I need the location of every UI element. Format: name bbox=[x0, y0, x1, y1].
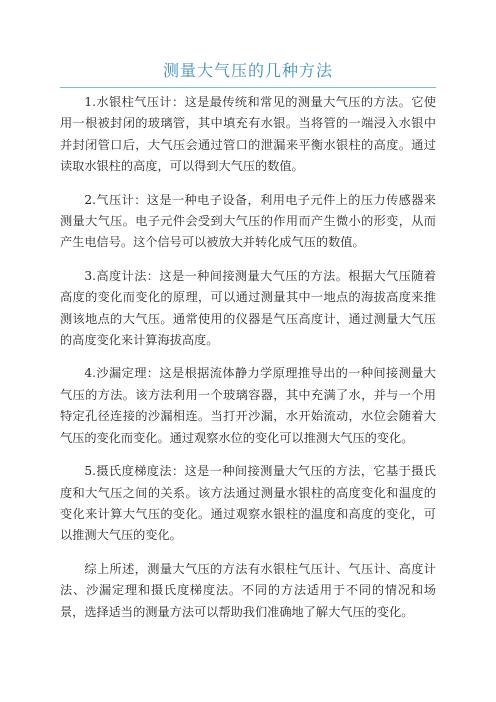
page-title: 测量大气压的几种方法 bbox=[162, 61, 333, 80]
document-body bbox=[60, 92, 436, 635]
paragraph-altimeter-method: 3.高度计法：这是一种间接测量大气压的方法。根据大气压随着高度的变化而变化的原理，可以通过测量其中一地点的海拔高度来推测该地点的大气压。通常使用的仪器是气压高度计，通过测量大气压的高度变化来计算海拔高度。 bbox=[60, 268, 436, 348]
paragraph-electronic-barometer: 2.气压计：这是一种电子设备，利用电子元件上的压力传感器来测量大气压。电子元件会受到大气压的作用而产生微小的形变，从而产生电信号。这个信号可以被放大并转化成气压的数值。 bbox=[60, 192, 436, 250]
title-underline bbox=[60, 87, 436, 88]
paragraph-hourglass-theorem: 4.沙漏定理：这是根据流体静力学原理推导出的一种间接测量大气压的方法。该方法利用一个玻璃容器，其中充满了水，并与一个用特定孔径连接的沙漏相连。当打开沙漏，水开始流动，水位会随着大气压的变化而变化。通过观察水位的变化可以推测大气压的变化。 bbox=[60, 366, 436, 445]
paragraph-mercury-barometer: 1.水银柱气压计：这是最传统和常见的测量大气压的方法。它使用一根被封闭的玻璃管，其中填充有水银。当将管的一端浸入水银中并封闭管口后，大气压会通过管口的泄漏来平衡水银柱的高度。通过读取水银柱的高度，可以得到大气压的数值。 bbox=[60, 95, 436, 174]
paragraph-summary: 综上所述，测量大气压的方法有水银柱气压计、气压计、高度计法、沙漏定理和摄氏度梯度法。不同的方法适用于不同的情况和场景，选择适当的测量方法可以帮助我们准确地了解大气压的变化。 bbox=[60, 561, 436, 619]
paragraph-celsius-gradient: 5.摄氏度梯度法：这是一种间接测量大气压的方法，它基于摄氏度和大气压之间的关系。该方法通过测量水银柱的高度变化和温度的变化来计算大气压的变化。通过观察水银柱的温度和高度的变化，可以推测大气压的变化。 bbox=[60, 464, 436, 543]
